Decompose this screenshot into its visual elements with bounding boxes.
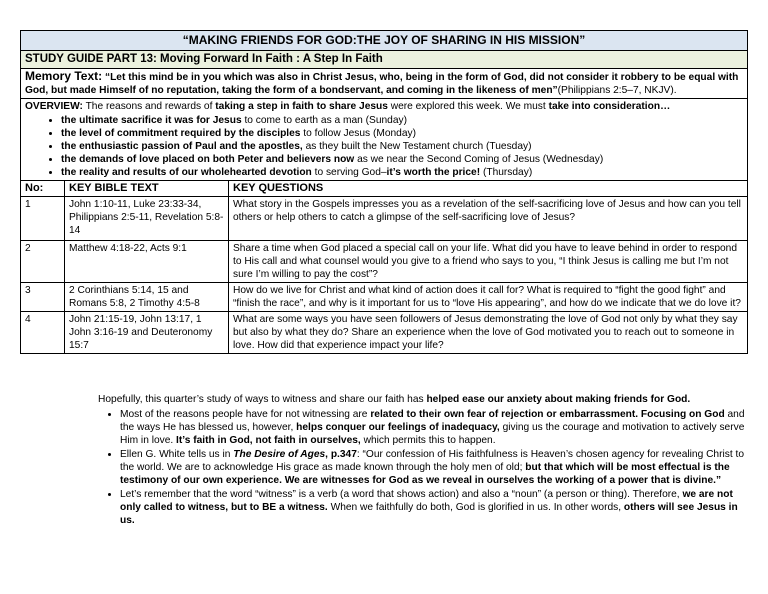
overview-item-text: as we near the Second Coming of Jesus (Wednesday) (354, 154, 604, 165)
point-bold: but that which will be most effectual is the testimony of our own experience. We are witnesses for God as we reveal in ourselves the working of a power that is divine.” (120, 462, 730, 486)
point-text: Let’s remember that the word “witness” is a verb (a word that shows action) and also a “noun” (a person or thing). Therefore, (120, 489, 683, 500)
table-row (21, 312, 748, 354)
overview-item-text: to follow Jesus (Monday) (300, 128, 416, 139)
table-row (21, 197, 748, 241)
point-bold: others will see Jesus in us. (120, 502, 738, 526)
memory-text-reference: (Philippians 2:5–7, NKJV). (557, 85, 677, 96)
row-question: What are some ways you have seen followers of Jesus demonstrating the love of God not only by what they say but also by what they do? Share an experience when the love of God motivated you to reach out to someone in love. How did that experience impact your life? (229, 312, 748, 354)
overview-item-bold: the enthusiastic passion of Paul and the apostles, (61, 141, 303, 152)
row-number: 1 (21, 197, 65, 241)
study-guide-table (20, 30, 748, 354)
overview-bold: take into consideration… (548, 101, 671, 112)
overview-item-text: to come to earth as a man (Sunday) (241, 115, 407, 126)
point-text: which permits this to happen. (360, 435, 496, 446)
overview-item-bold: the level of commitment required by the disciples (61, 128, 301, 139)
point-text: When we faithfully do both, God is glorified in us. In other words, (327, 502, 624, 513)
point-text: Ellen G. White tells us in (120, 449, 234, 460)
row-bible-text: Matthew 4:18-22, Acts 9:1 (65, 241, 229, 283)
closing-point (120, 448, 747, 487)
overview-item-text: to serving God– (311, 167, 387, 178)
study-guide-heading: STUDY GUIDE PART 13: Moving Forward In Faith : A Step In Faith (21, 51, 748, 69)
overview-item-bold: the reality and results of our wholehearted devotion (61, 167, 312, 178)
overview-item-text: as they built the New Testament church (Tuesday) (302, 141, 532, 152)
point-bold: It’s faith in God, not faith in ourselves, (176, 435, 361, 446)
row-number: 4 (21, 312, 65, 354)
point-text: and the ways He has blessed us, however, (120, 409, 745, 433)
row-question: How do we live for Christ and what kind of action does it call for? What is required to “fight the good fight” and “finish the race”, and why is it important for us to “love His appearing”, and how do we indicate that we do love it? (229, 283, 748, 312)
row-question: What story in the Gospels impresses you as a revelation of the self-sacrificing love of Jesus and how can you tell others or help others to catch a glimpse of the self-sacrificing love of Jesus? (229, 197, 748, 241)
point-bold: we are not only called to witness, but to BE a witness. (120, 489, 733, 513)
row-number: 2 (21, 241, 65, 283)
overview-item (61, 127, 743, 140)
overview-item-bold: it’s worth the price! (386, 167, 481, 178)
table-header-row (21, 181, 748, 197)
row-bible-text: 2 Corinthians 5:14, 15 and Romans 5:8, 2 Timothy 4:5-8 (65, 283, 229, 312)
closing-intro-bold: helped ease our anxiety about making friends for God. (426, 394, 691, 405)
overview-text: The reasons and rewards of (82, 101, 216, 112)
column-header-no: No: (21, 181, 65, 197)
overview-item-bold: the demands of love placed on both Peter and believers now (61, 154, 355, 165)
row-bible-text: John 21:15-19, John 13:17, 1 John 3:16-19 and Deuteronomy 15:7 (65, 312, 229, 354)
overview-item (61, 166, 743, 179)
closing-point (120, 408, 747, 447)
overview-item-bold: the ultimate sacrifice it was for Jesus (61, 115, 242, 126)
overview-list (25, 114, 743, 179)
closing-intro (98, 393, 747, 406)
row-question: Share a time when God placed a special call on your life. What did you have to leave behind in order to respond to His call and what counsel would you give to a friend who says to you, “I think Jesus is calling me but I’m not sure I’m willing to pay the cost”? (229, 241, 748, 283)
point-bold: , p.347 (325, 449, 357, 460)
overview-item (61, 140, 743, 153)
overview-bold: taking a step in faith to share Jesus (215, 101, 388, 112)
row-bible-text: John 1:10-11, Luke 23:33-34, Philippians 2:5-11, Revelation 5:8-14 (65, 197, 229, 241)
book-title: The Desire of Ages (233, 449, 326, 460)
column-header-questions: KEY QUESTIONS (229, 181, 748, 197)
overview-item (61, 114, 743, 127)
memory-text-cell (21, 69, 748, 99)
overview-item (61, 153, 743, 166)
closing-point (120, 488, 747, 527)
table-row (21, 241, 748, 283)
point-text: giving us the courage and motivation to actively serve Him in love. (120, 422, 745, 446)
page-title: “MAKING FRIENDS FOR GOD:THE JOY OF SHARING IN HIS MISSION” (21, 31, 748, 51)
column-header-bible-text: KEY BIBLE TEXT (65, 181, 229, 197)
study-guide-sheet (20, 30, 747, 354)
overview-cell (21, 99, 748, 181)
point-text: Most of the reasons people have for not witnessing are (120, 409, 371, 420)
overview-item-text: (Thursday) (480, 167, 533, 178)
overview-text: were explored this week. We must (387, 101, 549, 112)
memory-text-label: Memory Text: (25, 69, 103, 83)
closing-points (20, 408, 747, 527)
point-bold: helps conquer our feelings of inadequacy, (296, 422, 500, 433)
row-number: 3 (21, 283, 65, 312)
point-text: : “Our confession of His faithfulness is Heaven’s chosen agency for revealing Christ to the world. We are to acknowledge His grace as made known through the holy men of old; (120, 449, 744, 473)
closing-intro-text: Hopefully, this quarter’s study of ways to witness and share our faith has (98, 394, 427, 405)
memory-text-quote: “Let this mind be in you which was also in Christ Jesus, who, being in the form of God, did not consider it robbery to be equal with God, but made Himself of no reputation, taking the form of a bondservant, and coming in the likeness of men” (25, 72, 739, 96)
overview-label: OVERVIEW: (25, 101, 83, 112)
table-row (21, 283, 748, 312)
point-bold: related to their own fear of rejection or embarrassment. Focusing on God (370, 409, 725, 420)
closing-section (20, 393, 747, 528)
